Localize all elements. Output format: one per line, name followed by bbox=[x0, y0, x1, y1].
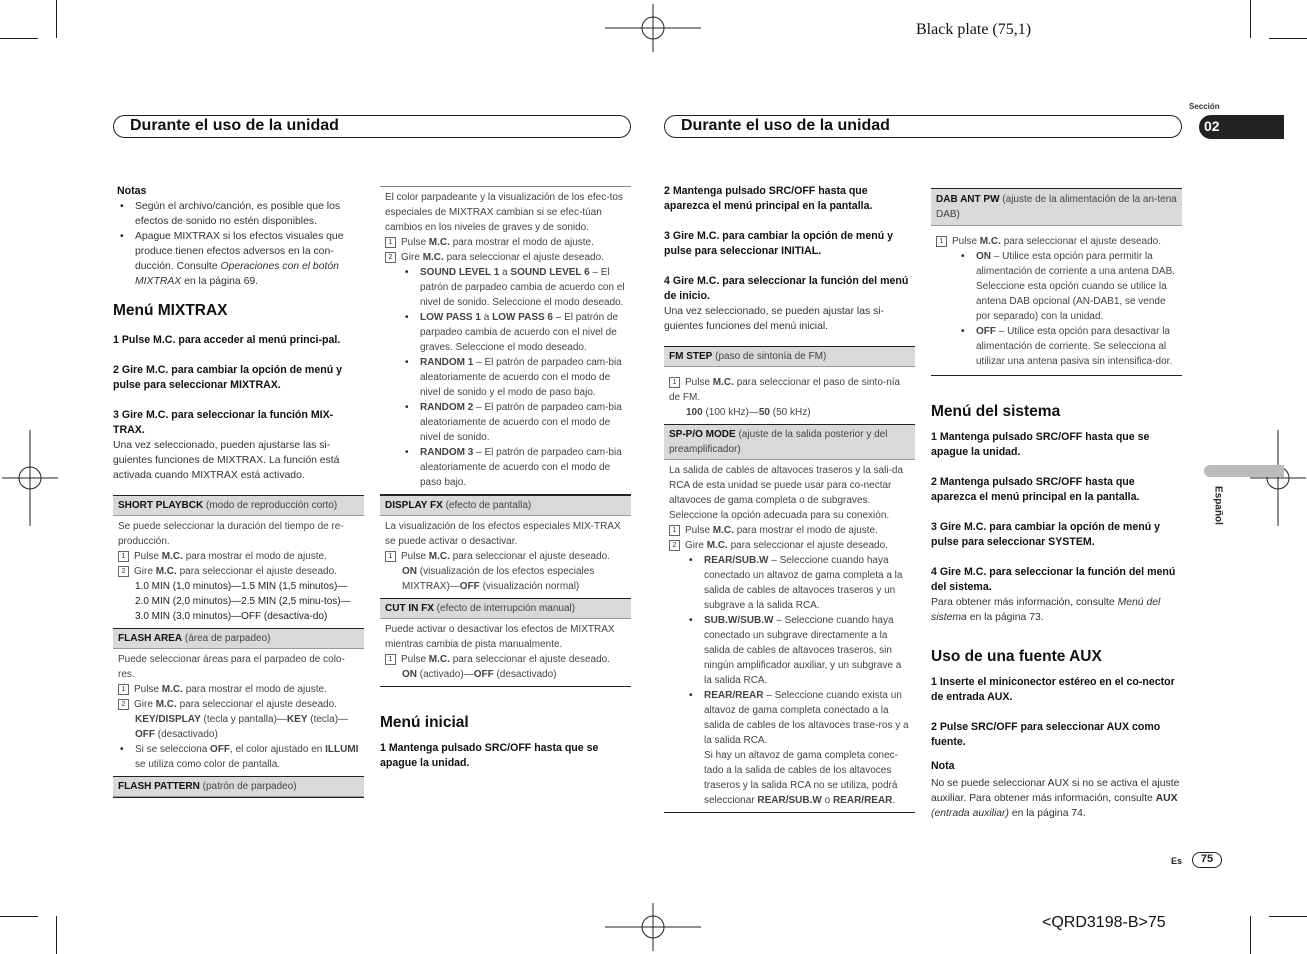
list-item: • RANDOM 1 – El patrón de parpadeo cam-bia aleatoriamente de acuerdo con el modo de nivel de sonido y el modo de paso bajo. bbox=[420, 355, 626, 400]
step-2: 2 Mantenga pulsado SRC/OFF hasta que aparezca el menú principal en la pantalla. bbox=[664, 185, 873, 212]
list-item: • OFF – Utilice esta opción para desactivar la alimentación de corriente. Se selecciona al utilizar una antena pasiva sin intensifica-dor. bbox=[976, 324, 1177, 369]
list-item: • LOW PASS 1 a LOW PASS 6 – El patrón de parpadeo cambia de acuerdo con el nivel de graves. Seleccione el modo deseado. bbox=[420, 310, 626, 355]
crop-mark bbox=[1269, 916, 1307, 917]
step-number-icon: 2 bbox=[118, 566, 129, 577]
column-4 bbox=[931, 188, 1182, 821]
option-values: 100 (100 kHz)—50 (50 kHz) bbox=[686, 407, 811, 418]
setting-title: FLASH PATTERN bbox=[118, 781, 200, 792]
setting-title: FLASH AREA bbox=[118, 633, 183, 644]
list-item: • RANDOM 2 – El patrón de parpadeo cam-bia aleatoriamente de acuerdo con el modo de nivel de sonido. bbox=[420, 400, 626, 445]
section-number-badge bbox=[1199, 115, 1284, 139]
setting-box-display-fx: DISPLAY FX (efecto de pantalla) La visualización de los efectos especiales MIX-TRAX se puede activar o desactivar. 1 Pulse M.C. para seleccionar el ajuste deseado. ON (visualización de los efectos especiales MIXTRAX)—OFF (visualización normal) bbox=[380, 495, 631, 598]
setting-box-flash-area: FLASH AREA (área de parpadeo) Puede seleccionar áreas para el parpadeo de colo-res. 1 Pulse M.C. para mostrar el modo de ajuste. 2 Gire M.C. para seleccionar el ajuste deseado. KEY/DISPLAY (tecla y pantalla)—KEY (tecla)—OFF (desactivado) • Si se selecciona OFF, el color ajustado en ILLUMI se utiliza como color de pantalla. bbox=[113, 628, 364, 776]
step-number-icon: 1 bbox=[385, 551, 396, 562]
setting-box-cut-in-fx: CUT IN FX (efecto de interrupción manual) Puede activar o desactivar los efectos de MIXTRAX mientras cambia de pista manualmente. 1 Pulse M.C. para seleccionar el ajuste deseado. ON (activado)—OFF (desactivado) bbox=[380, 598, 631, 687]
step-number-icon: 1 bbox=[669, 525, 680, 536]
document-code: <QRD3198-B>75 bbox=[1042, 914, 1166, 931]
setting-title: DISPLAY FX bbox=[385, 500, 443, 511]
crop-mark bbox=[0, 38, 38, 39]
heading-menu-inicial: Menú inicial bbox=[380, 714, 469, 731]
crop-mark bbox=[1269, 38, 1307, 39]
setting-box-dab-ant-pw: DAB ANT PW (ajuste de la alimentación de la an-tena DAB) 1 Pulse M.C. para seleccionar el ajuste deseado. • ON – Utilice esta opción para permitir la alimentación de corriente a una antena DAB. Seleccione esta opción cuando se utilice la antena DAB opcional (AN-DAB1, se vende por separado) con la unidad. • OFF – Utilice esta opción para desactivar la alimentación de corriente. Se selecciona al utilizar una antena pasiva sin intensifica-dor. bbox=[931, 188, 1182, 376]
note-text: No se puede seleccionar AUX si no se activa el ajuste auxiliar. Para obtener más información, consulte AUX (entrada auxiliar) en la página 74. bbox=[931, 778, 1180, 819]
column-2: El color parpadeante y la visualización de los efec-tos especiales de MIXTRAX cambian si se efec-túan cambios en los niveles de graves y de sonido. 1 Pulse M.C. para mostrar el modo de ajuste. 2 Gire M.C. para seleccionar el ajuste deseado. • SOUND LEVEL 1 a SOUND LEVEL 6 – El patrón de parpadeo cambia de acuerdo con el nivel de sonido. Seleccione el modo deseado. • LOW PASS 1 a LOW PASS 6 – El patrón de parpadeo cambia de acuerdo con el nivel de graves. Seleccione el modo deseado. • RANDOM 1 – El patrón de parpadeo cam-bia aleatoriamente de acuerdo con el modo de nivel de sonido y el modo de paso bajo. • RANDOM 2 – El patrón de parpadeo cam-bia aleatoriamente de acuerdo con el modo de nivel de sonido. • RANDOM 3 – El patrón de parpadeo cam-bia aleatoriamente de acuerdo con el modo de paso bajo. DISPLAY FX (efecto de pantalla) La visualización de los efectos especiales MIX-TRAX se puede activar o desactivar. 1 Pulse M.C. para seleccionar el ajuste deseado. ON (visualización de los efectos especiales MIXTRAX)—OFF (visualización normal) CUT IN FX (efecto de interrupción manual) Puede activar o desactivar los efectos de MIXTRAX mientras cambia de pista manualmente. 1 Pulse M.C. para seleccionar el ajuste deseado. ON (activado)—OFF (desactivado) Menú inicial 1 Mantenga pulsado SRC/OFF hasta que se apague la unidad. bbox=[380, 186, 631, 771]
step-number-icon: 1 bbox=[118, 551, 129, 562]
section-label: Sección bbox=[1189, 102, 1220, 111]
language-tab-label: Español bbox=[1212, 486, 1224, 525]
registration-mark-icon bbox=[1250, 430, 1306, 526]
step-2: 2 Pulse SRC/OFF para seleccionar AUX como fuente. bbox=[931, 721, 1161, 748]
list-item: • Según el archivo/canción, es posible que los efectos de sonido no estén disponibles. bbox=[135, 199, 364, 229]
cross-reference: Operaciones con el botón MIXTRAX bbox=[135, 261, 339, 287]
list-item: • ON – Utilice esta opción para permitir la alimentación de corriente a una antena DAB. Seleccione esta opción cuando se utilice la antena DAB opcional (AN-DAB1, se vende por separado) con la unidad. bbox=[976, 249, 1177, 324]
column-3 bbox=[664, 184, 915, 813]
column-1 bbox=[113, 184, 364, 798]
option-values: KEY/DISPLAY (tecla y pantalla)—KEY (tecla)—OFF (desactivado) bbox=[135, 714, 349, 740]
step-number-icon: 1 bbox=[936, 236, 947, 247]
setting-title: SHORT PLAYBCK bbox=[118, 500, 204, 511]
step-number-icon: 1 bbox=[385, 654, 396, 665]
list-item: • RANDOM 3 – El patrón de parpadeo cam-bia aleatoriamente de acuerdo con el modo de paso bajo. bbox=[420, 445, 626, 490]
step-1: 1 Mantenga pulsado SRC/OFF hasta que se apague la unidad. bbox=[931, 431, 1150, 458]
note-title: Nota bbox=[931, 760, 955, 772]
step-3-text: Una vez seleccionado, pueden ajustarse las si-guientes funciones de MIXTRAX. La función está activada cuando MIXTRAX está activado. bbox=[113, 440, 340, 481]
list-item: • REAR/REAR – Seleccione cuando exista un altavoz de gama completa conectado a la salida de cables de los altavoces trase-ros y a la salida RCA. Si hay un altavoz de gama completa conec-tado a la salida de cables de los altavoces traseros y la salida RCA no se utiliza, podrá seleccionar REAR/SUB.W o REAR/REAR. bbox=[704, 688, 910, 808]
crop-mark bbox=[56, 916, 57, 954]
setting-box-fm-step: FM STEP (paso de sintonía de FM) 1 Pulse M.C. para seleccionar el paso de sinto-nía de FM. 100 (100 kHz)—50 (50 kHz) bbox=[664, 346, 915, 424]
crop-mark bbox=[1250, 916, 1251, 954]
setting-title: FM STEP bbox=[669, 351, 713, 362]
heading-uso-aux: Uso de una fuente AUX bbox=[931, 648, 1102, 665]
step-1: 1 Inserte el miniconector estéreo en el co-nector de entrada AUX. bbox=[931, 676, 1175, 703]
setting-title: SP-P/O MODE bbox=[669, 429, 736, 440]
list-item: • Si se selecciona OFF, el color ajustado en ILLUMI se utiliza como color de pantalla. bbox=[135, 742, 359, 772]
setting-box-short-playback: SHORT PLAYBCK (modo de reproducción corto) Se puede seleccionar la duración del tiempo de re-producción. 1 Pulse M.C. para mostrar el modo de ajuste. 2 Gire M.C. para seleccionar el ajuste deseado. 1.0 MIN (1,0 minutos)—1.5 MIN (1,5 minutos)—2.0 MIN (2,0 minutos)—2.5 MIN (2,5 minu-tos)—3.0 MIN (3,0 minutos)—OFF (desactiva-do) bbox=[113, 495, 364, 628]
step-3: 3 Gire M.C. para cambiar la opción de menú y pulse para seleccionar SYSTEM. bbox=[931, 521, 1161, 548]
option-values: 1.0 MIN (1,0 minutos)—1.5 MIN (1,5 minutos)—2.0 MIN (2,0 minutos)—2.5 MIN (2,5 minu-tos)—3.0 MIN (3,0 minutos)—OFF (desactiva-do) bbox=[135, 581, 351, 622]
step-3: 3 Gire M.C. para cambiar la opción de menú y pulse para seleccionar INITIAL. bbox=[664, 230, 894, 257]
setting-title: DAB ANT PW bbox=[936, 194, 1000, 205]
registration-mark-icon bbox=[605, 4, 701, 52]
cross-reference: Menú del sistema bbox=[931, 597, 1161, 623]
step-1: 1 Mantenga pulsado SRC/OFF hasta que se apague la unidad. bbox=[380, 742, 599, 769]
option-values: ON (activado)—OFF (desactivado) bbox=[402, 669, 557, 680]
step-number-icon: 2 bbox=[385, 252, 396, 263]
step-2: 2 Gire M.C. para cambiar la opción de menú y pulse para seleccionar MIXTRAX. bbox=[113, 364, 343, 391]
page-language: Es bbox=[1171, 856, 1183, 866]
step-4-text: Para obtener más información, consulte Menú del sistema en la página 73. bbox=[931, 597, 1161, 623]
registration-mark-icon bbox=[605, 903, 701, 951]
step-4: 4 Gire M.C. para seleccionar la función del menú del sistema. bbox=[931, 566, 1176, 593]
step-1: 1 Pulse M.C. para acceder al menú princi-pal. bbox=[113, 334, 341, 346]
list-item: • SOUND LEVEL 1 a SOUND LEVEL 6 – El patrón de parpadeo cambia de acuerdo con el nivel de sonido. Seleccione el modo deseado. bbox=[420, 265, 626, 310]
notes-title: Notas bbox=[117, 185, 147, 197]
step-3: 3 Gire M.C. para seleccionar la función MIX-TRAX. bbox=[113, 409, 334, 436]
notes-list bbox=[113, 199, 364, 289]
crop-mark bbox=[1250, 0, 1251, 38]
section-header-left: Durante el uso de la unidad bbox=[113, 115, 631, 138]
step-2: 2 Mantenga pulsado SRC/OFF hasta que aparezca el menú principal en la pantalla. bbox=[931, 476, 1140, 503]
crop-mark bbox=[0, 916, 38, 917]
language-tab bbox=[1204, 465, 1284, 477]
setting-title: CUT IN FX bbox=[385, 603, 434, 614]
list-item: • SUB.W/SUB.W – Seleccione cuando haya conectado un subgrave directamente a la salida de cables de altavoces traseros, sin ningún amplificador auxiliar, y un subgrave a la salida RCA. bbox=[704, 613, 910, 688]
registration-mark-icon bbox=[2, 430, 58, 526]
heading-menu-sistema: Menú del sistema bbox=[931, 403, 1061, 420]
list-item: • Apague MIXTRAX si los efectos visuales que produce tienen efectos adversos en la con-ducción. Consulte Operaciones con el botón MIXTRAX en la página 69. bbox=[135, 229, 364, 289]
step-number-icon: 2 bbox=[118, 699, 129, 710]
page-number: 75 bbox=[1192, 852, 1222, 868]
heading-menu-mixtrax: Menú MIXTRAX bbox=[113, 302, 228, 319]
step-number-icon: 1 bbox=[385, 237, 396, 248]
step-4-text: Una vez seleccionado, se pueden ajustar las si-guientes funciones del menú inicial. bbox=[664, 306, 885, 332]
crop-mark bbox=[56, 0, 57, 38]
list-item: • REAR/SUB.W – Seleccione cuando haya conectado un altavoz de gama completa a la salida de cables de altavoces traseros y un subgrave a la salida RCA. bbox=[704, 553, 910, 613]
section-header-right: Durante el uso de la unidad bbox=[664, 115, 1182, 138]
setting-box-flash-pattern: FLASH PATTERN (patrón de parpadeo) bbox=[113, 776, 364, 798]
step-number-icon: 1 bbox=[669, 377, 680, 388]
step-4: 4 Gire M.C. para seleccionar la función del menú de inicio. bbox=[664, 275, 909, 302]
setting-box-sp-po-mode: SP-P/O MODE (ajuste de la salida posterior y del preamplificador) La salida de cables de altavoces traseros y la sali-da RCA de esta unidad se puede usar para co-nectar altavoces de gama completa o de subgraves. Seleccione la opción adecuada para su conexión. 1 Pulse M.C. para mostrar el modo de ajuste. 2 Gire M.C. para seleccionar el ajuste deseado. • REAR/SUB.W – Seleccione cuando haya conectado un altavoz de gama completa a la salida de cables de altavoces traseros y un subgrave a la salida RCA. • SUB.W/SUB.W – Seleccione cuando haya conectado un subgrave directamente a la salida de cables de altavoces traseros, sin ningún amplificador auxiliar, y un subgrave a la salida RCA. • REAR/REAR – Seleccione cuando exista un altavoz de gama completa conectado a la salida de cables de los altavoces trase-ros y a la salida RCA. Si hay un altavoz de gama completa conec-tado a la salida de cables de los altavoces traseros y la salida RCA no se utiliza, podrá seleccionar REAR/SUB.W o REAR/REAR. bbox=[664, 424, 915, 813]
step-number-icon: 1 bbox=[118, 684, 129, 695]
option-values: ON (visualización de los efectos especiales MIXTRAX)—OFF (visualización normal) bbox=[402, 566, 595, 592]
step-number-icon: 2 bbox=[669, 540, 680, 551]
black-plate-label: Black plate (75,1) bbox=[916, 21, 1032, 38]
section-number: 02 bbox=[1204, 118, 1220, 134]
